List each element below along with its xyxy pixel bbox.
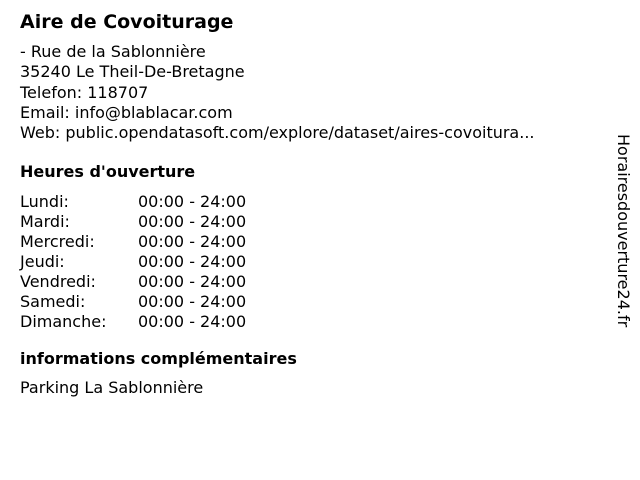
web-line[interactable]: Web: public.opendatasoft.com/explore/dataset/aires-covoitura... (20, 123, 535, 143)
additional-info-text: Parking La Sablonnière (20, 378, 204, 398)
phone-line[interactable]: Telefon: 118707 (20, 82, 149, 102)
day-label: Vendredi: (20, 272, 96, 292)
street-address: - Rue de la Sablonnière (20, 42, 206, 61)
site-brand-vertical: Horairesdouverture24.fr (614, 134, 633, 328)
hours-row-samedi (20, 292, 246, 312)
place-title: Aire de Covoiturage (20, 11, 234, 33)
day-hours: 00:00 - 24:00 (138, 312, 247, 332)
email-line[interactable]: Email: info@blablacar.com (20, 102, 233, 122)
hours-row-vendredi (20, 272, 246, 292)
day-label: Lundi: (20, 192, 69, 212)
day-hours: 00:00 - 24:00 (138, 212, 247, 232)
hours-row-mardi (20, 212, 246, 232)
opening-hours-table (20, 192, 246, 332)
day-label: Jeudi: (20, 252, 65, 272)
day-label: Mercredi: (20, 232, 95, 252)
day-hours: 00:00 - 24:00 (138, 292, 247, 312)
day-label: Dimanche: (20, 312, 107, 332)
day-hours: 00:00 - 24:00 (138, 272, 247, 292)
day-hours: 00:00 - 24:00 (138, 252, 247, 272)
hours-row-lundi (20, 192, 246, 212)
hours-row-mercredi (20, 232, 246, 252)
opening-hours-heading: Heures d'ouverture (20, 162, 196, 182)
place-card (20, 10, 600, 399)
city-address: 35240 Le Theil-De-Bretagne (20, 62, 245, 82)
hours-row-jeudi (20, 252, 246, 272)
day-hours: 00:00 - 24:00 (138, 192, 247, 212)
day-hours: 00:00 - 24:00 (138, 232, 247, 252)
hours-row-dimanche (20, 312, 246, 332)
additional-info-heading: informations complémentaires (20, 349, 297, 369)
day-label: Samedi: (20, 292, 86, 312)
day-label: Mardi: (20, 212, 70, 232)
